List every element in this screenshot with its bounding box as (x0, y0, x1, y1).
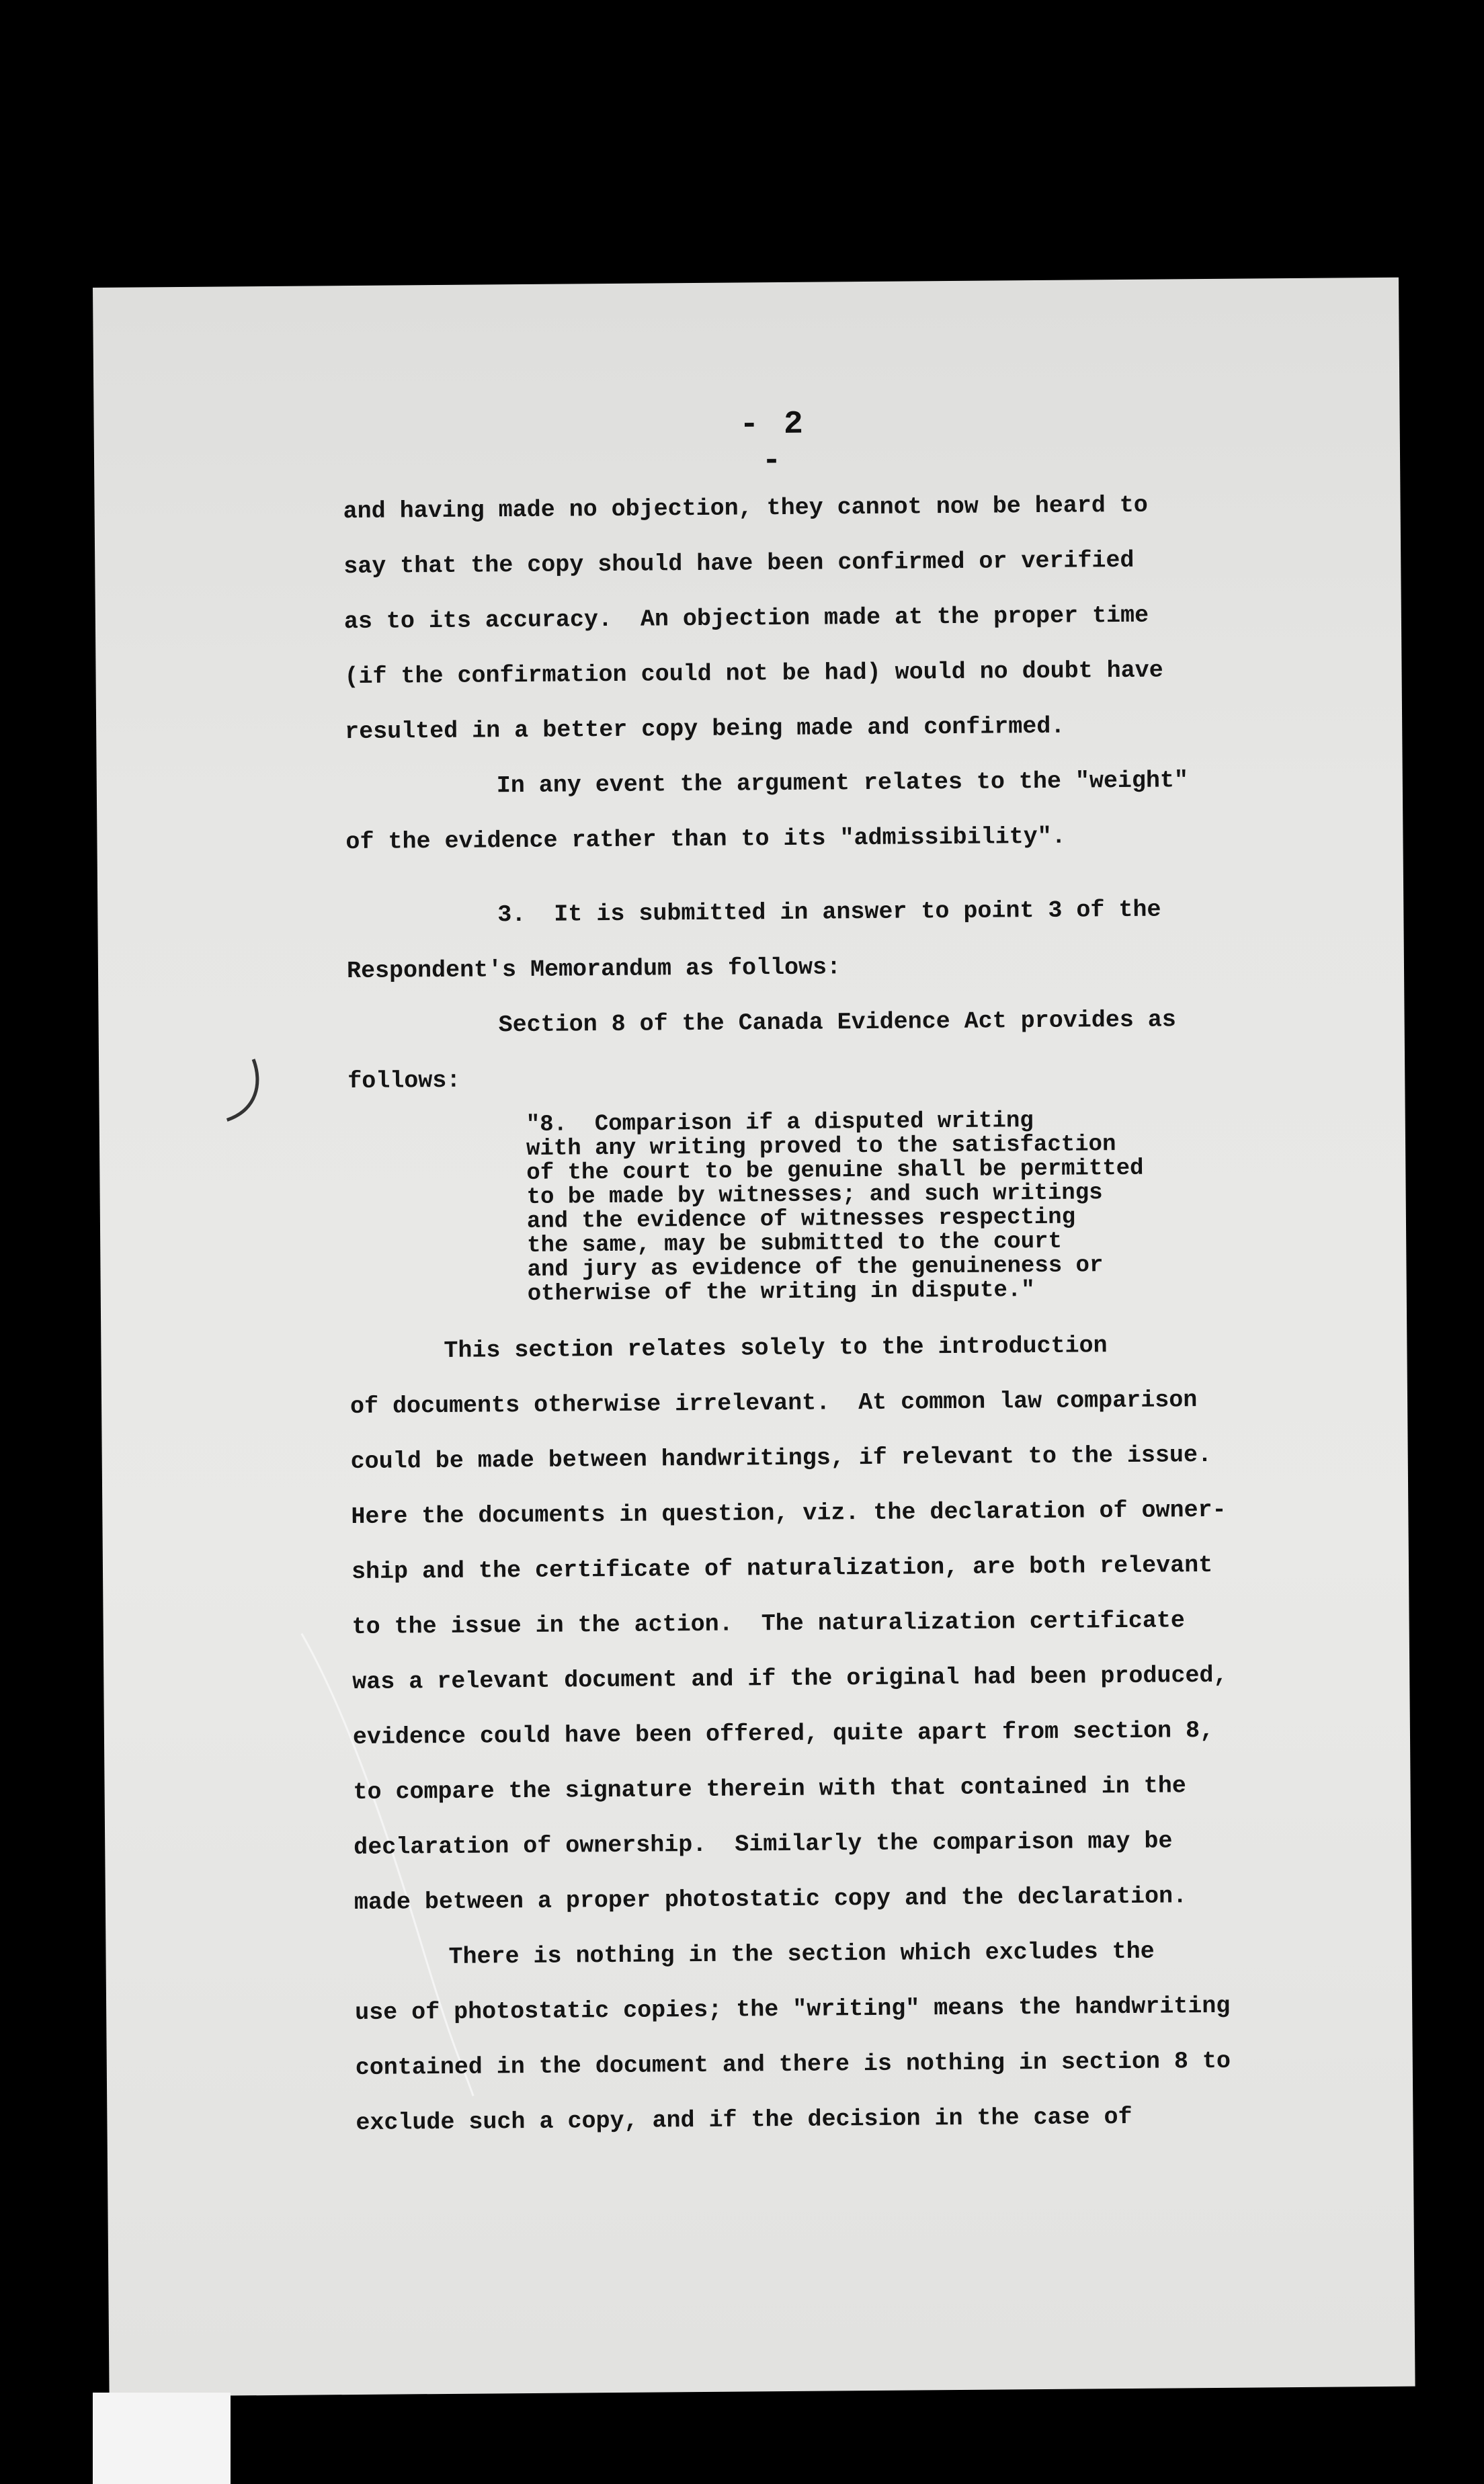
quote-line: the same, may be submitted to the court (527, 1229, 1063, 1259)
text-line: and having made no objection, they cannot now be heard to (343, 491, 1148, 526)
text-line: declaration of ownership. Similarly the comparison may be (354, 1827, 1173, 1862)
text-line: say that the copy should have been confirmed or verified (343, 546, 1135, 581)
text-line: contained in the document and there is nothing in section 8 to (355, 2047, 1231, 2082)
page-number: - 2 - (739, 406, 807, 480)
quote-line: "8. Comparison if a disputed writing (526, 1108, 1034, 1138)
body-text (343, 476, 1404, 2151)
text-line: (if the confirmation could not be had) would no doubt have (344, 657, 1163, 691)
statute-quotation (526, 1106, 1398, 1307)
text-line: was a relevant document and if the original had been produced, (352, 1661, 1228, 1696)
quote-line: of the court to be genuine shall be permitted (526, 1155, 1144, 1186)
text-line: This section relates solely to the introduction (444, 1332, 1108, 1364)
text-line: as to its accuracy. An objection made at the proper time (343, 602, 1149, 636)
quote-line: with any writing proved to the satisfaction (526, 1132, 1116, 1162)
quote-line: otherwise of the writing in dispute." (527, 1278, 1035, 1307)
text-line: Respondent's Memorandum as follows: (346, 954, 841, 985)
text-line: exclude such a copy, and if the decision in the case of (356, 2103, 1132, 2137)
text-line: resulted in a better copy being made and confirmed. (345, 712, 1065, 746)
margin-pencil-mark (223, 1056, 264, 1123)
text-line: could be made between handwritings, if relevant to the issue. (350, 1441, 1212, 1476)
document-page (93, 278, 1415, 2397)
quote-line: to be made by witnesses; and such writings (526, 1180, 1103, 1210)
text-line: use of photostatic copies; the "writing" means the handwriting (355, 1992, 1231, 2027)
text-line: follows: (347, 1067, 461, 1095)
text-line: In any event the argument relates to the "weight" (496, 767, 1189, 800)
film-frame-mark (93, 2393, 231, 2484)
quote-line: and jury as evidence of the genuineness or (527, 1253, 1104, 1283)
text-line: Here the documents in question, viz. the declaration of owner- (351, 1496, 1227, 1531)
text-line: Section 8 of the Canada Evidence Act provides as (498, 1006, 1176, 1039)
text-line: 3. It is submitted in answer to point 3 of the (497, 896, 1161, 929)
text-line: made between a proper photostatic copy and the declaration. (354, 1882, 1188, 1917)
text-line: evidence could have been offered, quite apart from section 8, (352, 1716, 1214, 1751)
text-line: of documents otherwise irrelevant. At common law comparison (349, 1386, 1198, 1421)
text-line: of the evidence rather than to its "admissibility". (345, 823, 1066, 856)
quote-line: and the evidence of witnesses respecting (526, 1204, 1076, 1235)
text-line: to the issue in the action. The naturalization certificate (352, 1607, 1185, 1641)
text-line: There is nothing in the section which excludes the (448, 1938, 1155, 1971)
text-line: to compare the signature therein with that contained in the (353, 1772, 1186, 1807)
text-line: ship and the certificate of naturalization, are both relevant (351, 1551, 1213, 1586)
